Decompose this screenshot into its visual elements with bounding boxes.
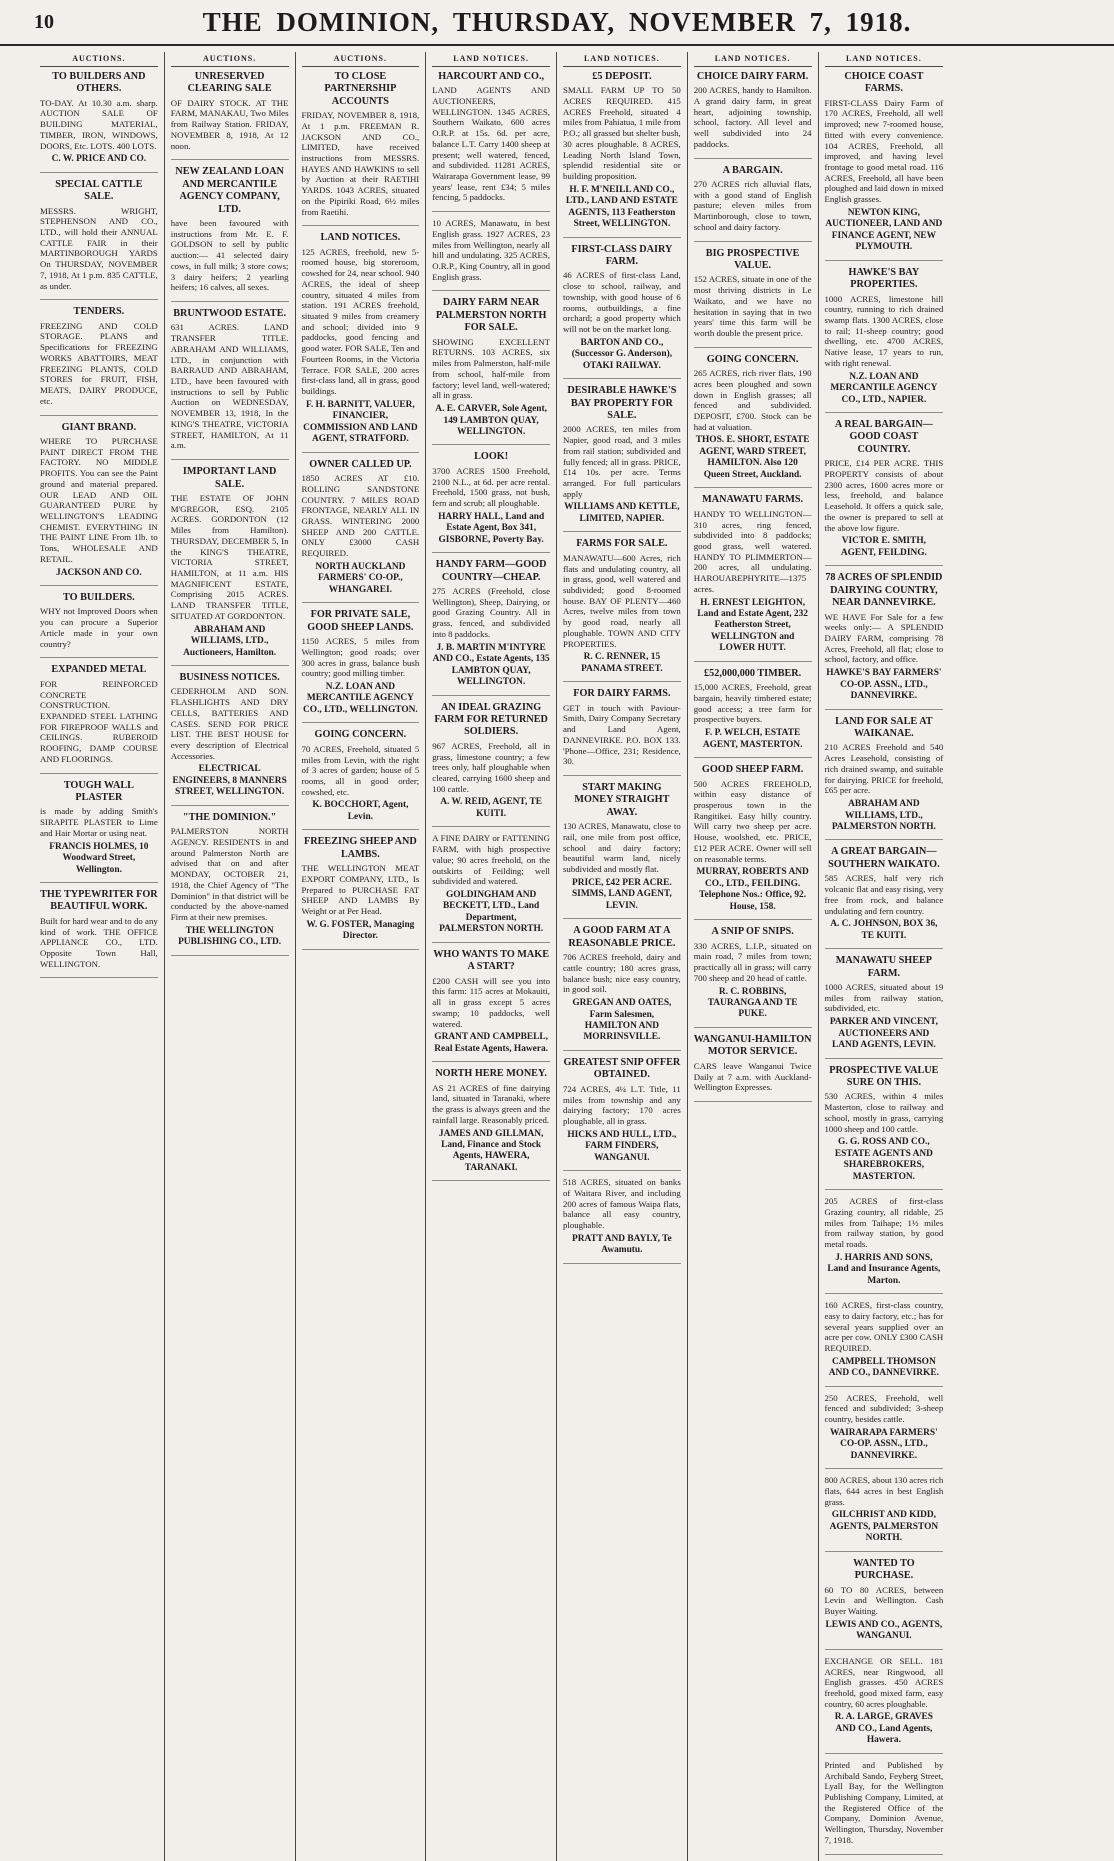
advertisement	[563, 244, 681, 380]
title-word: DOMINION,	[276, 6, 440, 37]
column-1	[34, 52, 165, 1861]
ad-body: 800 ACRES, about 130 acres rich flats, 644 acres in best English grass.	[824, 1475, 944, 1507]
ad-heading: BIG PROSPECTIVE VALUE.	[705, 247, 800, 271]
ad-signature: J. HARRIS AND SONS, Land and Insurance Agents, Marton.	[827, 1252, 941, 1286]
ad-signature: GREGAN AND OATES, Farm Salesmen, HAMILTON AND MORRINSVILLE.	[572, 998, 672, 1043]
column-2	[165, 52, 296, 1861]
ad-signature: H. ERNEST LEIGHTON, Land and Estate Agent, 232 Featherston Street, WELLINGTON and LOWER HUTT.	[697, 597, 808, 654]
ad-body: 46 ACRES of first-class Land, close to school, railway, and township, with good house of 6 rooms, outbuildings, a fine orchard; a good property which will not be on the market long.	[563, 270, 681, 334]
ad-heading: EXPANDED METAL	[51, 664, 147, 676]
ad-body: CARS leave Wanganui Twice Daily at 7 a.m. with Auckland-Wellington Expresses.	[693, 1060, 812, 1093]
advertisement	[694, 764, 812, 920]
advertisement	[40, 179, 158, 301]
advertisement	[432, 218, 550, 291]
ad-heading: HANDY FARM—GOOD COUNTRY—CHEAP.	[435, 559, 547, 583]
advertisement	[825, 955, 944, 1058]
ad-heading: BUSINESS NOTICES.	[179, 671, 280, 683]
ad-heading: 78 ACRES OF SPLENDID DAIRYING COUNTRY, NEAR DANNEVIRKE.	[825, 572, 943, 609]
ad-body: 2000 ACRES, ten miles from Napier, good road, and 3 miles from rail station; subdivided and fully fenced; all in grass. PRICE, £14 10s. per acre. Terms arranged. For full particulars apply	[563, 424, 681, 499]
ad-body: 3700 ACRES 1500 Freehold, 2100 N.L., at 6d. per acre rental. Freehold, 1500 grass, not bush, fern and scrub; all ploughable.	[432, 465, 550, 509]
section-heading: LAND NOTICES.	[432, 52, 550, 67]
ad-heading: GOING CONCERN.	[314, 729, 407, 741]
advertisement	[432, 833, 550, 942]
ad-body: 724 ACRES, 4¼ L.T. Title, 11 miles from township and any dairying factory; 170 acres ploughable, all in grass.	[563, 1083, 681, 1126]
ad-body: 585 ACRES, half very rich volcanic flat and easy rising, very free from rock, and balance undulating and fern country.	[824, 873, 944, 916]
ad-heading: BRUNTWOOD ESTATE.	[173, 308, 287, 319]
ad-body: EXCHANGE OR SELL. 181 ACRES, near Ringwood, all English grasses. 450 ACRES freehold, good mixed farm, easy country, 60 acres ploughable.	[824, 1655, 944, 1709]
ad-signature: PRATT AND BAYLY, Te Awamutu.	[572, 1233, 672, 1256]
ad-signature: R. A. LARGE, GRAVES AND CO., Land Agents, Hawera.	[834, 1712, 934, 1746]
advertisement	[825, 419, 944, 566]
ad-signature: PRICE, £42 PER ACRE. SIMMS, LAND AGENT, LEVIN.	[571, 877, 672, 911]
ad-body: HANDY TO WELLINGTON—310 acres, ring fenced, subdivided into 8 paddocks; good grass, well watered. HANDY TO PLIMMERTON—200 acres, all undulating. HAROUAREPHYRITE—1375 acres.	[693, 508, 812, 594]
advertisement	[825, 1558, 944, 1650]
ad-body: FREEZING AND COLD STORAGE. PLANS and Specifications for FREEZING WORKS ABATTOIRS, MEAT FREEZING PLANTS, COLD STORES for FRUIT, FISH, MEATS, DAIRY PRODUCE, etc.	[40, 320, 158, 406]
ad-body: 967 ACRES, Freehold, all in grass, limestone country; a few trees only, half ploughable when cleared, carrying 1600 sheep and 100 cattle.	[432, 740, 550, 794]
advertisement	[171, 71, 289, 160]
ad-signature: ELECTRICAL ENGINEERS, 8 MANNERS STREET, WELLINGTON.	[172, 764, 287, 798]
ad-signature: THOS. E. SHORT, ESTATE AGENT, WARD STREET, HAMILTON. Also 120 Queen Street, Auckland.	[695, 435, 810, 480]
advertisement	[432, 451, 550, 553]
ad-body: CEDERHOLM AND SON. FLASHLIGHTS AND DRY CELLS, BATTERIES AND CASES. SEND FOR PRICE LIST. THE BEST HOUSE for every description of Electrical Accessories.	[170, 686, 289, 761]
ad-body: Printed and Published by Archibald Sando, Feyberg Street, Lyall Bay, for the Wellington Publishing Company, Limited, at the Registered Office of the Company, Dominion Avenue, Wellington, Thursday, November 7, 1918.	[824, 1759, 944, 1845]
ad-heading: FIRST-CLASS DAIRY FARM.	[571, 243, 673, 267]
ad-signature: F. H. BARNITT, VALUER, FINANCIER, COMMISSION AND LAND AGENT, STRATFORD.	[303, 399, 418, 445]
title-word: THURSDAY,	[452, 6, 616, 37]
ad-body: 152 ACRES, situate in one of the most thriving districts in Le Waikato, and we have no hesitation in saying that in two years' time this farm will be worth double the present price.	[693, 274, 812, 338]
ad-signature: FRANCIS HOLMES, 10 Woodward Street, Wellington.	[49, 841, 149, 875]
advertisement	[432, 559, 550, 695]
ad-heading: TO CLOSE PARTNERSHIP ACCOUNTS	[324, 70, 397, 107]
ad-body: 1000 ACRES, limestone hill country, running to rich drained swamp flats. 1300 ACRES, close to rail; 11-sheep country; good dwelling, etc. 4700 ACRES, Native lease, 17 years to run, with right renewal.	[824, 293, 944, 368]
ad-signature: GOLDINGHAM AND BECKETT, LTD., Land Department, PALMERSTON NORTH.	[439, 889, 544, 935]
ad-signature: W. G. FOSTER, Managing Director.	[306, 919, 415, 942]
ad-heading: A GOOD FARM AT A REASONABLE PRICE.	[568, 925, 676, 949]
column-3	[296, 52, 427, 1861]
ad-heading: TENDERS.	[73, 306, 125, 318]
advertisement	[432, 71, 550, 212]
advertisement	[825, 1065, 944, 1191]
advertisement	[694, 165, 812, 242]
ad-body: £200 CASH will see you into this farm: 115 acres at Mokauiti, all in grass except 5 acres swamp; 10 paddocks, well watered.	[432, 975, 550, 1029]
ad-body: FRIDAY, NOVEMBER 8, 1918, At 1 p.m. FREEMAN R. JACKSON AND CO., LIMITED, have received instructions from MESSRS. HAYES AND HAWKINS to sell by Auction at their RAETIHI YARDS. 1043 ACRES, situated on the Pipiriki Road, 6½ miles from Raetihi.	[301, 110, 420, 217]
ad-signature: G. G. ROSS AND CO., ESTATE AGENTS AND SHAREBROKERS, MASTERTON.	[834, 1137, 933, 1182]
advertisement	[171, 812, 289, 956]
ad-signature: GRANT AND CAMPBELL, Real Estate Agents, Hawera.	[434, 1032, 549, 1054]
advertisement	[171, 466, 289, 666]
ad-body: 270 ACRES rich alluvial flats, with a good stand of English pasture; eleven miles from Martinborough, close to town, school and dairy factory.	[693, 178, 812, 232]
ad-signature: BARTON AND CO., (Successor G. Anderson), OTAKI RAILWAY.	[571, 337, 673, 371]
ad-heading: THE TYPEWRITER FOR BEAUTIFUL WORK.	[40, 888, 158, 913]
advertisement	[302, 609, 420, 723]
ad-signature: THE WELLINGTON PUBLISHING CO., LTD.	[178, 925, 282, 948]
ad-heading: A SNIP OF SNIPS.	[711, 926, 794, 938]
ad-signature: HICKS AND HULL, LTD., FARM FINDERS, WANGANUI.	[567, 1129, 677, 1163]
ad-body: have been favoured with instructions from Mr. E. F. GOLDSON to sell by public auction:— 41 selected dairy cows, in full milk; 3 store cows; 3 dairy heifers; 2 yearling heifers; 16 calves, all sexes.	[170, 217, 289, 293]
ad-heading: PROSPECTIVE VALUE SURE ON THIS.	[829, 1064, 939, 1089]
ad-body: 1000 ACRES, situated about 19 miles from railway station, subdivided, etc.	[824, 982, 944, 1014]
advertisement	[825, 71, 944, 261]
ad-body: 15,000 ACRES, Freehold, great bargain, heavily timbered estate; good access; a tree farm for prospective buyers.	[693, 682, 812, 725]
ad-body: 160 ACRES, first-class country, easy to dairy factory, etc.; has for several years supplied over an acre per cow. ONLY £300 CASH REQUIRED.	[824, 1300, 944, 1354]
ad-body: 205 ACRES of first-class Grazing country, all ridable, 25 miles from Taihape; 1½ miles from railway station, by good metal roads.	[824, 1196, 944, 1250]
ad-body: AS 21 ACRES of fine dairying land, situated in Taranaki, where the grass is always green and the rainfall large. Reasonably priced.	[432, 1082, 550, 1125]
column-5	[557, 52, 688, 1861]
ad-heading: £52,000,000 TIMBER.	[704, 667, 802, 679]
section-heading: AUCTIONS.	[171, 52, 289, 67]
advertisement	[694, 668, 812, 758]
ad-heading: GOOD SHEEP FARM.	[701, 764, 804, 776]
advertisement	[40, 306, 158, 415]
ad-signature: ABRAHAM AND WILLIAMS, LTD., PALMERSTON NORTH.	[831, 799, 936, 832]
advertisement	[825, 1196, 944, 1294]
title-word: 7,	[809, 6, 832, 37]
column-7	[819, 52, 950, 1861]
section-heading: AUCTIONS.	[302, 52, 420, 67]
ad-body: 530 ACRES, within 4 miles Masterton, close to railway and school, mostly in grass, carrying 1000 sheep and 100 cattle.	[824, 1091, 944, 1134]
ad-body: MANAWATU—600 Acres, rich flats and undulating country, all in grass, good, well watered and subdivided; good 8-roomed house. BAY OF PLENTY—460 Acres, twelve miles from town by good road, nearly all ploughable. TOWN AND CITY PROPERTIES.	[563, 552, 681, 649]
ad-body: FOR REINFORCED CONCRETE CONSTRUCTION. EXPANDED STEEL LATHING FOR FIREPROOF WALLS and CEILINGS. RUBEROID ROOFING, DAMP COURSE AND FLOORINGS.	[40, 678, 158, 764]
ad-signature: C. W. PRICE AND CO.	[51, 154, 147, 165]
ad-heading: LAND NOTICES.	[320, 232, 401, 244]
ad-signature: JAMES AND GILLMAN, Land, Finance and Stock Agents, HAWERA, TARANAKI.	[438, 1128, 544, 1173]
ad-body: 265 ACRES, rich river flats, 190 acres been ploughed and sown down in English grasses; all fenced and subdivided. DEPOSIT, £700. Stock can be had at valuation.	[693, 368, 812, 432]
ad-body: SMALL FARM UP TO 50 ACRES REQUIRED. 415 ACRES Freehold, situated 4 miles from Pahiatua, 1 mile from P.O.; all grassed but shelter bush, 30 acres ploughable. 8 ACRES, Leading North Island Town, splendid residential site or building proposition.	[563, 85, 681, 181]
advertisement	[825, 572, 944, 709]
ad-signature: NEWTON KING, AUCTIONEER, LAND AND FINANCE AGENT, NEW PLYMOUTH.	[825, 207, 943, 253]
advertisement	[563, 1057, 681, 1171]
ad-signature: F. P. WELCH, ESTATE AGENT, MASTERTON.	[702, 728, 803, 750]
section-heading: LAND NOTICES.	[563, 52, 681, 67]
ad-signature: HARRY HALL, Land and Estate Agent, Box 341, GISBORNE, Poverty Bay.	[438, 511, 545, 545]
advertisement	[825, 1656, 944, 1754]
advertisement	[432, 702, 550, 828]
ad-body: 10 ACRES, Manawatu, in best English grass. 1927 ACRES, 23 miles from Wellington, nearly all hill and undulating. 325 ACRES, O.R.P., King Country, all in good English grass.	[432, 218, 550, 282]
ad-body: 706 ACRES freehold, dairy and cattle country; 180 acres grass, balance bush; nice easy country, in good soil.	[563, 952, 681, 995]
ad-body: WHY not Improved Doors when you can procure a Superior Article made in your own country?	[40, 606, 158, 649]
advertisement	[40, 780, 158, 883]
ad-heading: TOUGH WALL PLASTER	[63, 779, 134, 803]
ad-heading: AN IDEAL GRAZING FARM FOR RETURNED SOLDIERS.	[434, 701, 548, 738]
advertisement	[694, 1034, 812, 1102]
column-6	[688, 52, 819, 1861]
advertisement	[694, 71, 812, 159]
section-heading: LAND NOTICES.	[825, 52, 944, 67]
advertisement	[432, 949, 550, 1062]
advertisement	[825, 1300, 944, 1387]
ad-heading: GIANT BRAND.	[61, 421, 137, 433]
ad-body: 275 ACRES (Freehold, close Wellington), Sheep, Dairying, or good Grazing Country. All in grass, fenced, and subdivided into 8 paddocks.	[432, 586, 550, 639]
ad-body: THE WELLINGTON MEAT EXPORT COMPANY, LTD., Is Prepared to PURCHASE FAT SHEEP AND LAMBS By Weight or at Per Head.	[301, 863, 420, 917]
ad-heading: "THE DOMINION."	[182, 811, 277, 823]
ad-signature: WILLIAMS AND KETTLE, LIMITED, NAPIER.	[564, 502, 680, 524]
ad-heading: A REAL BARGAIN—GOOD COAST COUNTRY.	[834, 419, 933, 455]
ad-body: 60 TO 80 ACRES, between Levin and Wellington. Cash Buyer Waiting.	[824, 1584, 944, 1617]
ad-signature: NORTH AUCKLAND FARMERS' CO-OP., WHANGAREI.	[315, 561, 406, 595]
ad-heading: HARCOURT AND CO.,	[438, 70, 545, 82]
ad-body: 1150 ACRES, 5 miles from Wellington; good roads; over 300 acres in grass, balance bush country; good milling timber.	[301, 636, 420, 679]
ad-heading: TO BUILDERS.	[63, 592, 135, 604]
ad-heading: NORTH HERE MONEY.	[435, 1068, 547, 1080]
page-number: 10	[34, 10, 54, 33]
ad-body: 130 ACRES, Manawatu, close to rail, one mile from post office, school and dairy factory; beautiful warm land, nicely subdivided and mostly flat.	[563, 821, 681, 875]
ad-body: 125 ACRES, freehold, new 5-roomed house, big storeroom, cowshed for 24, near school. 940 ACRES, the ideal of sheep country, situated 4 miles from station. 191 ACRES freehold, situated 9 miles from creamery and school; divided into 9 paddocks, good fencing and good water. FOR SALE, Ten and Fourteen Rooms, in the Victoria Terrace. FOR SALE, 200 acres first-class land, all in grass, good buildings.	[301, 246, 420, 397]
ad-signature: A. W. REID, AGENT, TE KUITI.	[440, 797, 543, 819]
ad-signature: J. B. MARTIN M'INTYRE AND CO., Estate Agents, 135 LAMBTON QUAY, WELLINGTON.	[432, 642, 550, 688]
ad-heading: OWNER CALLED UP.	[309, 458, 412, 470]
ad-body: MESSRS. WRIGHT, STEPHENSON AND CO., LTD., will hold their ANNUAL CATTLE FAIR in their MARTINBOROUGH YARDS On THURSDAY, NOVEMBER 7, 1918, At 1 p.m. 835 CATTLE, as under.	[40, 205, 158, 291]
ad-heading: FOR DAIRY FARMS.	[573, 688, 671, 700]
ad-body: GET in touch with Paviour-Smith, Dairy Company Secretary and Land Agent, DANNEVIRKE. P.O. BOX 133. 'Phone—Office, 231; Residence, 30.	[563, 702, 681, 767]
ad-signature: N.Z. LOAN AND MERCANTILE AGENCY CO., LTD., NAPIER.	[830, 371, 938, 405]
ad-body: 250 ACRES, Freehold, well fenced and subdivided; 3-sheep country, besides cattle.	[824, 1392, 944, 1425]
ad-body: WHERE TO PURCHASE PAINT DIRECT FROM THE FACTORY. NO MIDDLE PROFITS. You can see the Paint ground and material prepared. OUR LEAD AND OIL GUARANTEED PURE by WELLINGTON'S LEADING CHEMIST. EVERYTHING IN THE PAINT LINE From 1lb. to Tons, WHOLESALE AND RETAIL.	[40, 435, 158, 564]
advertisement	[432, 297, 550, 445]
ad-signature: LEWIS AND CO., AGENTS, WANGANUI.	[825, 1619, 943, 1642]
ad-body: PALMERSTON NORTH AGENCY. RESIDENTS in and around Palmerston North are advised that on and after MONDAY, OCTOBER 21, 1918, the Chief Agency of "The Dominion" in that district will be conducted by the above-named Firm at their new premises.	[170, 826, 289, 923]
advertisement	[302, 459, 420, 604]
ad-body: PRICE, £14 PER ACRE. THIS PROPERTY consists of about 2300 acres, 1600 acres more or less, freehold, and balance Leasehold. It offers a quick sale, the owner is prepared to sell at the above low figure.	[824, 458, 944, 533]
advertisement	[825, 846, 944, 949]
advertisement	[302, 232, 420, 452]
ad-body: TO-DAY. At 10.30 a.m. sharp. AUCTION SALE OF BUILDING MATERIAL, TIMBER, IRON, WINDOWS, DOORS, Etc. LOTS. 400 LOTS.	[40, 97, 158, 151]
ad-heading: HAWKE'S BAY PROPERTIES.	[848, 266, 920, 291]
ad-heading: GREATEST SNIP OFFER OBTAINED.	[563, 1056, 681, 1081]
ad-heading: FARMS FOR SALE.	[576, 538, 668, 550]
ad-body: 631 ACRES. LAND TRANSFER TITLE. ABRAHAM AND WILLIAMS, LTD., in conjunction with BARRAUD AND ABRAHAM, LTD., have been favoured with instructions to sell by Public Auction on WEDNESDAY, NOVEMBER 13, 1918, In the KING'S THEATRE, VICTORIA STREET, HAMILTON, At 11 a.m.	[170, 322, 289, 451]
advertisement	[825, 1475, 944, 1552]
ad-body: A FINE DAIRY or FATTENING FARM, with high prospective value; 90 acres freehold, on the outskirts of Feilding; well subdivided and watered.	[432, 833, 550, 887]
advertisement	[171, 672, 289, 806]
ad-signature: GILCHRIST AND KIDD, AGENTS, PALMERSTON NORTH.	[829, 1510, 939, 1544]
advertisement	[825, 267, 944, 413]
title-word: NOVEMBER	[628, 6, 796, 37]
ad-body: WE HAVE For Sale for a few weeks only:— A SPLENDID DAIRY FARM, comprising 78 Acres, Freehold, all flat; close to school, factory, and office.	[824, 611, 944, 665]
advertisement	[40, 592, 158, 658]
advertisement	[40, 889, 158, 978]
ad-heading: UNRESERVED CLEARING SALE	[187, 70, 272, 95]
advertisement	[302, 71, 420, 227]
ad-signature: H. F. M'NEILL AND CO., LTD., LAND AND ESTATE AGENTS, 113 Featherston Street, WELLINGTON.	[565, 184, 678, 230]
ad-heading: FREEZING SHEEP AND LAMBS.	[304, 836, 417, 860]
advertisement	[563, 1177, 681, 1264]
advertisement	[302, 836, 420, 949]
ad-body: 518 ACRES, situated on banks of Waitara River, and including 200 acres of famous Waipa flats, balance all easy country, ploughable.	[563, 1177, 681, 1230]
section-heading: AUCTIONS.	[40, 52, 158, 67]
ad-signature: R. C. ROBBINS, TAURANGA AND TE PUKE.	[707, 986, 798, 1020]
advertisement	[302, 729, 420, 830]
ad-signature: HAWKE'S BAY FARMERS' CO-OP. ASSN., LTD., DANNEVIRKE.	[826, 668, 942, 702]
ad-signature: WAIRARAPA FARMERS' CO-OP. ASSN., LTD., DANNEVIRKE.	[830, 1427, 938, 1461]
ad-body: LAND AGENTS AND AUCTIONEERS, WELLINGTON. 1345 ACRES, Southern Waikato, 600 acres O.R.P. at 15s. 6d. per acre, balance L.T. Carry 1400 sheep at present; well watered, fenced, and subdivided. 11281 ACRES, Wairarapa Government lease, 99 years' lease, rent £34; 5 miles fencing, 5 paddocks.	[432, 85, 550, 203]
ad-heading: SPECIAL CATTLE SALE.	[55, 178, 143, 203]
ad-body: SHOWING EXCELLENT RETURNS. 103 ACRES, six miles from Palmerston, half-mile from school, half-mile from factory; level land, well-watered; all in grass.	[432, 336, 550, 401]
advertisement	[694, 926, 812, 1028]
advertisement	[563, 385, 681, 532]
column-4	[426, 52, 557, 1861]
ad-heading: DESIRABLE HAWKE'S BAY PROPERTY FOR SALE.	[567, 385, 677, 421]
advertisement	[171, 166, 289, 302]
ad-heading: LAND FOR SALE AT WAIKANAE.	[835, 715, 933, 740]
ad-heading: FOR PRIVATE SALE, GOOD SHEEP LANDS.	[307, 609, 414, 633]
ad-body: 500 ACRES FREEHOLD, within easy distance of prosperous town in the Rangitikei. Easy hilly country. Will carry two sheep per acre. House, woolshed, etc. PRICE, £12 PER ACRE. Owner will sell on reasonable terms.	[693, 778, 812, 864]
ad-heading: LOOK!	[474, 451, 509, 463]
ad-signature: N.Z. LOAN AND MERCANTILE AGENCY CO., LTD., WELLINGTON.	[303, 681, 418, 715]
advertisement	[563, 925, 681, 1051]
ad-signature: VICTOR E. SMITH, AGENT, FEILDING.	[840, 536, 927, 558]
advertisement	[40, 664, 158, 773]
ad-body: 330 ACRES, L.I.P., situated on main road, 7 miles from town; practically all in grass; will carry 700 sheep and 20 head of cattle.	[693, 940, 812, 983]
ad-body: Built for hard wear and to do any kind of work. THE OFFICE APPLIANCE CO., LTD. Opposite Town Hall, WELLINGTON.	[40, 915, 158, 969]
advertisement	[694, 248, 812, 348]
ad-heading: WANGANUI-HAMILTON MOTOR SERVICE.	[693, 1033, 812, 1058]
ad-heading: IMPORTANT LAND SALE.	[182, 466, 277, 490]
ad-heading: A GREAT BARGAIN—SOUTHERN WAIKATO.	[828, 846, 940, 870]
advertisement	[563, 688, 681, 776]
advertisement	[694, 494, 812, 662]
ad-heading: TO BUILDERS AND OTHERS.	[52, 70, 146, 95]
advertisement	[40, 422, 158, 587]
ad-signature: ABRAHAM AND WILLIAMS, LTD., Auctioneers, Hamilton.	[183, 624, 277, 658]
ad-body: FIRST-CLASS Dairy Farm of 170 ACRES, Freehold, all well improved; new 7-roomed house, fitted with every convenience. 104 ACRES, Freehold, all improved, and having level frontage to good metal road. 116 ACRES, Freehold, all have been ploughed and laid down in mixed English grasses.	[824, 97, 944, 205]
ad-body: is made by adding Smith's SIRAPITE PLASTER to Lime and Hair Mortar or using neat.	[40, 806, 158, 838]
advertisement	[171, 308, 289, 460]
advertisement	[563, 71, 681, 238]
advertisement	[694, 354, 812, 489]
ad-heading: START MAKING MONEY STRAIGHT AWAY.	[574, 782, 670, 818]
ad-heading: GOING CONCERN.	[706, 353, 799, 365]
ad-body: 200 ACRES, handy to Hamilton. A grand dairy farm, in great heart, adjoining township, school, factory. All level and well subdivided into 24 paddocks.	[693, 85, 812, 149]
ad-heading: CHOICE COAST FARMS.	[844, 70, 924, 95]
ad-signature: JACKSON AND CO.	[56, 567, 142, 578]
ad-signature: PARKER AND VINCENT, AUCTIONEERS AND LAND AGENTS, LEVIN.	[829, 1017, 938, 1051]
newspaper-title	[124, 7, 990, 38]
title-word: 1918.	[845, 6, 912, 37]
newspaper-columns	[34, 52, 1080, 1845]
section-heading: LAND NOTICES.	[694, 52, 812, 67]
advertisement	[40, 71, 158, 173]
ad-signature: CAMPBELL THOMSON AND CO., DANNEVIRKE.	[828, 1356, 939, 1379]
ad-body: THE ESTATE OF JOHN M'GREGOR, ESQ. 2105 ACRES. GORDONTON (12 Miles from Hamilton). THURSDAY, DECEMBER 5, In the KING'S THEATRE, VICTORIA STREET, HAMILTON, at 11 a.m. HIS MAGNIFICENT ESTATE, Comprising 2015 ACRES. LAND TRANSFER TITLE, SITUATED AT GORDONTON.	[170, 492, 289, 621]
masthead	[0, 0, 1114, 46]
ad-heading: MANAWATU SHEEP FARM.	[835, 955, 933, 979]
advertisement	[825, 1393, 944, 1470]
ad-signature: R. C. RENNER, 15 PANAMA STREET.	[581, 652, 663, 674]
ad-heading: A BARGAIN.	[722, 164, 783, 176]
ad-heading: CHOICE DAIRY FARM.	[696, 70, 809, 82]
ad-heading: MANAWATU FARMS.	[702, 494, 804, 506]
ad-heading: £5 DEPOSIT.	[592, 70, 652, 82]
advertisement	[825, 1760, 944, 1855]
advertisement	[825, 716, 944, 841]
ad-body: 210 ACRES Freehold and 540 Acres Leasehold, consisting of rich drained swamp, and suitable for dairying. PRICE for freehold, £65 per acre.	[824, 742, 944, 796]
ad-heading: WANTED TO PURCHASE.	[853, 1557, 915, 1582]
title-word: THE	[202, 6, 263, 37]
ad-signature: A. E. CARVER, Sole Agent, 149 LAMBTON QUAY, WELLINGTON.	[435, 404, 547, 437]
ad-body: OF DAIRY STOCK. AT THE FARM, MANAKAU, Two Miles from Railway Station. FRIDAY, NOVEMBER 8, 1918, At 12 noon.	[170, 97, 289, 151]
ad-heading: WHO WANTS TO MAKE A START?	[433, 948, 550, 973]
ad-signature: A. C. JOHNSON, BOX 36, TE KUITI.	[830, 919, 938, 941]
ad-body: 70 ACRES, Freehold, situated 5 miles from Levin, with the right of 3 acres of garden; house of 5 rooms, all in good order; cowshed, etc.	[301, 743, 420, 797]
ad-body: 1850 ACRES AT £10. ROLLING SANDSTONE COUNTRY. 7 MILES ROAD FRONTAGE, NEARLY ALL IN GRASS. WINTERING 2000 SHEEP AND 200 CATTLE. ONLY £3000 CASH REQUIRED.	[301, 473, 420, 559]
ad-heading: NEW ZEALAND LOAN AND MERCANTILE AGENCY COMPANY, LTD.	[175, 166, 284, 215]
advertisement	[563, 782, 681, 919]
advertisement	[432, 1068, 550, 1181]
ad-heading: DAIRY FARM NEAR PALMERSTON NORTH FOR SALE.	[435, 297, 547, 334]
ad-signature: K. BOCCHORT, Agent, Levin.	[312, 800, 409, 822]
advertisement	[563, 538, 681, 682]
ad-signature: MURRAY, ROBERTS AND CO., LTD., FEILDING. Telephone Nos.: Office, 92. House, 158.	[696, 867, 809, 912]
